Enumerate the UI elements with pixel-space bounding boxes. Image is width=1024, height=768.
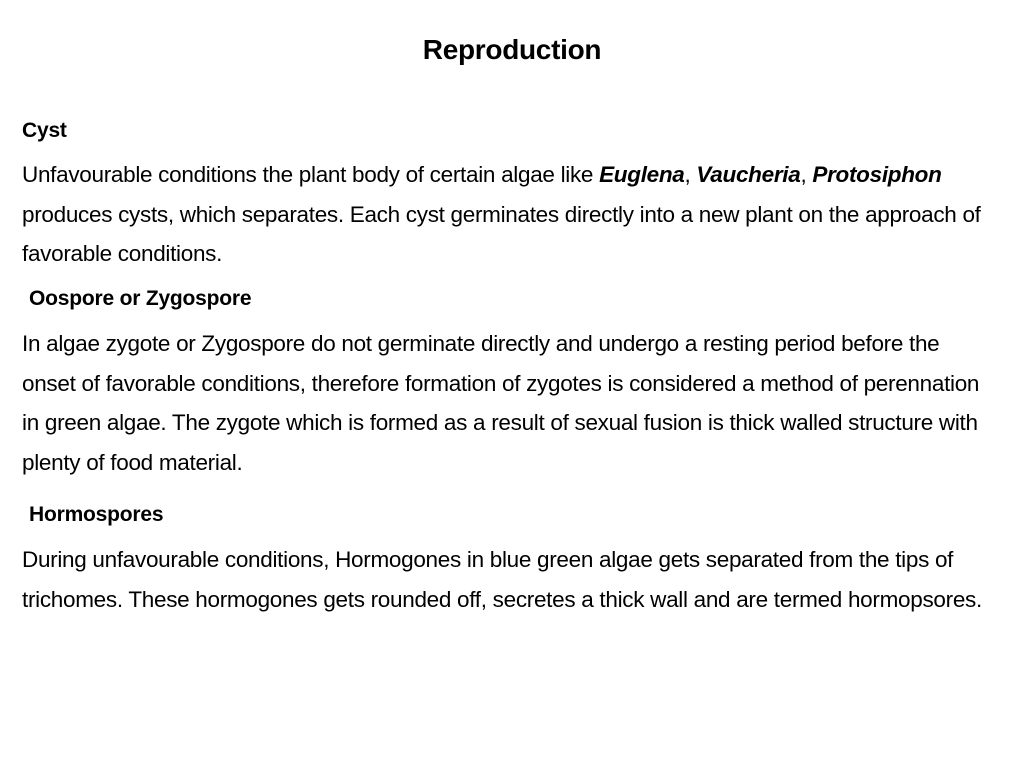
- section-text-cyst: [22, 155, 997, 274]
- slide-title: Reproduction: [422, 34, 602, 65]
- cyst-separator-1: ,: [684, 162, 697, 187]
- section-heading-cyst: Cyst: [22, 119, 67, 142]
- genus-vaucheria: Vaucheria: [696, 162, 801, 187]
- cyst-text-after: produces cysts, which separates. Each cyst germinates directly into a new plant on the approach of favorable conditions.: [22, 201, 981, 266]
- section-text-oospore: In algae zygote or Zygospore do not germinate directly and undergo a resting period before the onset of favorable conditions, therefore formation of zygotes is considered a method of perennation in green algae. The zygote which is formed as a result of sexual fusion is thick walled structure with plenty of food material.: [22, 331, 980, 475]
- genus-protosiphon: Protosiphon: [812, 162, 942, 187]
- cyst-separator-2: ,: [800, 162, 813, 187]
- section-heading-oospore: Oospore or Zygospore: [29, 287, 252, 310]
- genus-euglena: Euglena: [599, 162, 685, 187]
- cyst-text-before: Unfavourable conditions the plant body of certain algae like: [22, 162, 600, 187]
- section-text-hormospores: During unfavourable conditions, Hormogones in blue green algae gets separated from the tips of trichomes. These hormogones gets rounded off, secretes a thick wall and are termed hormopsores.: [22, 547, 982, 612]
- section-heading-hormospores: Hormospores: [29, 503, 164, 526]
